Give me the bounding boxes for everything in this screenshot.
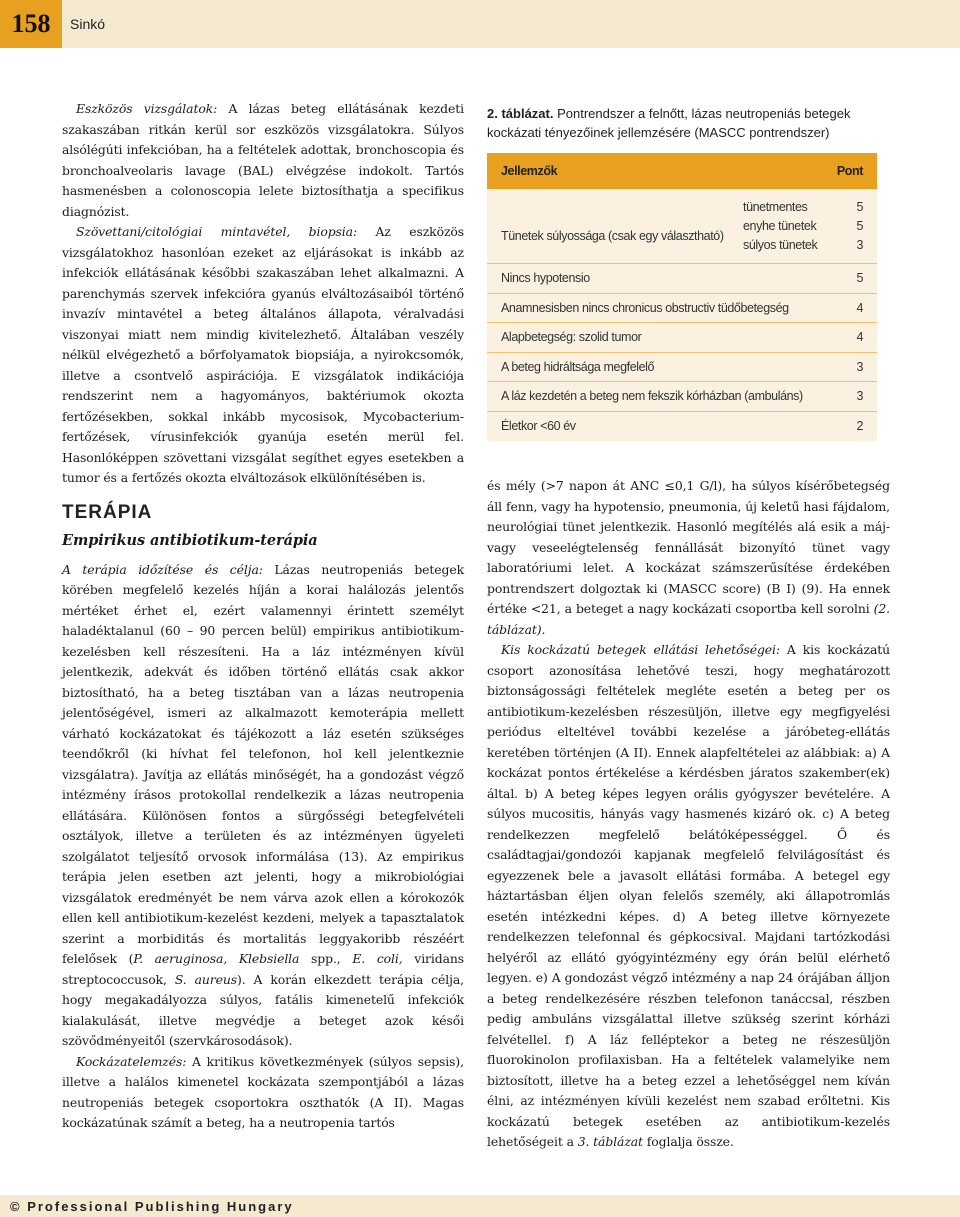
paragraph-text: spp., bbox=[299, 951, 353, 966]
row-points: 3 bbox=[856, 238, 863, 252]
table-row bbox=[487, 323, 877, 353]
symptom-level: súlyos tünetek bbox=[743, 238, 818, 252]
row-points: 5 bbox=[856, 200, 863, 214]
right-column bbox=[487, 476, 890, 1153]
table-caption bbox=[487, 104, 897, 142]
running-head-author: Sinkó bbox=[70, 16, 106, 32]
symptom-level: tünetmentes bbox=[743, 200, 808, 214]
paragraph-lead: Eszközös vizsgálatok: bbox=[76, 101, 218, 116]
symptom-levels bbox=[743, 200, 843, 252]
row-points: 3 bbox=[856, 359, 863, 374]
table-body bbox=[487, 189, 877, 441]
table-row bbox=[487, 264, 877, 294]
paragraph-low-risk bbox=[487, 640, 890, 1153]
paragraph-biopsy bbox=[62, 222, 464, 489]
row-points: 4 bbox=[856, 300, 863, 315]
page-number: 158 bbox=[0, 0, 62, 48]
table-row-symptoms bbox=[487, 189, 877, 264]
paragraph-lead: Szövettani/citológiai mintavétel, biopsia: bbox=[76, 224, 358, 239]
species-name: S. aureus bbox=[174, 971, 237, 987]
paragraph-therapy-timing bbox=[62, 560, 464, 1052]
paragraph-text: és mély (>7 napon át ANC ≤0,1 G/l), ha súlyos kísérőbetegség áll fenn, vagy ha hypotensio, pneumonia, új keletű hasi fájdalom, neurológiai tünet jelentkezik. Hasonló megítélés alá esik a máj- vagy veseelégtelenség fennállását bizonyító tünet vagy laboratóriumi lelet. A kockázat számszerűsítése érdekében pontrendszert dolgoztak ki (MASCC score) (B I) (9). Ha ennek értéke <21, a beteget a nagy kockázati csoportba kell sorolni bbox=[487, 478, 890, 616]
paragraph-high-risk bbox=[487, 476, 890, 640]
paragraph-risk-analysis bbox=[62, 1052, 464, 1134]
species-name: P. aeruginosa, Klebsiella bbox=[133, 951, 300, 966]
column-header-feature: Jellemzők bbox=[501, 164, 558, 178]
symptom-level: enyhe tünetek bbox=[743, 219, 817, 233]
left-column bbox=[62, 99, 464, 1134]
table-row bbox=[487, 382, 877, 412]
row-label: A beteg hidráltsága megfelelő bbox=[501, 359, 655, 374]
row-points: 3 bbox=[856, 389, 863, 404]
paragraph-text: foglalja össze. bbox=[642, 1134, 734, 1149]
table-caption-label: 2. táblázat. bbox=[487, 106, 554, 121]
mascc-table bbox=[487, 153, 877, 441]
section-title: TERÁPIA bbox=[62, 501, 153, 523]
row-label: A láz kezdetén a beteg nem fekszik kórházban (ambuláns) bbox=[501, 389, 803, 404]
row-points: 4 bbox=[856, 330, 863, 345]
row-points: 2 bbox=[856, 419, 863, 434]
paragraph-lead: Kis kockázatú betegek ellátási lehetőségei: bbox=[501, 642, 780, 657]
table-reference: 3. táblázat bbox=[577, 1134, 643, 1149]
footer-copyright: © Professional Publishing Hungary bbox=[0, 1195, 960, 1217]
table-caption-text: Pontrendszer a felnőtt, lázas neutropeniás betegek kockázati tényezőinek jellemzésére (MASCC pontrendszer) bbox=[487, 106, 851, 140]
header-bar bbox=[62, 0, 960, 48]
row-points: 5 bbox=[856, 271, 863, 286]
paragraph-text: A kritikus következmények (súlyos sepsis), illetve a halálos kimenetel kockázata szempontjából a lázas neutropeniás betegek csoportokra oszthatók (A II). Magas kockázatúnak számít a beteg, ha a neutropenia tartós bbox=[62, 1053, 464, 1130]
paragraph-lead: Kockázatelemzés: bbox=[76, 1053, 187, 1069]
row-label: Anamnesisben nincs chronicus obstructiv tüdőbetegség bbox=[501, 300, 789, 315]
row-points: 5 bbox=[856, 219, 863, 233]
paragraph-text: viridans streptococcusok, bbox=[62, 951, 465, 987]
row-label: Tünetek súlyossága (csak egy választható) bbox=[501, 229, 724, 243]
table-row bbox=[487, 412, 877, 442]
paragraph-text: A lázas beteg ellátásának kezdeti szakaszában ritkán kerül sor eszközös vizsgálatokra. Súlyos alsólégúti infekcióban, ha a feltételek adottak, bronchoscopia és bronchoalveolaris lavage (BAL) elvégzése indokolt. Tartós hasmenésben a colonoscopia lelete biztosíthatja a specifikus diagnózist. bbox=[62, 101, 464, 219]
paragraph-instrumental-exams bbox=[62, 99, 464, 222]
table-row bbox=[487, 294, 877, 324]
symptom-points bbox=[843, 200, 863, 252]
paragraph-text: Lázas neutropeniás betegek körében megfelelő kezelés híján a korai halálozás jelentős mértéket érhet el, ezért valamennyi érintett személyt haladéktalanul (60 – 90 percen belül) empirikus antibiotikum-kezelésben kell részesíteni. Ha a láz intézményen kívül jelentkezik, adekvát és időben történő ellátás csak akkor biztosítható, ha a beteg tisztában van a lázas neutropenia jelentőségével, ismeri az alkalmazott kemoterápia mellett várható kockázatokat és tájékozott a láz esetén szükséges teendőkről (ki hívhat fel telefonon, hol kell jelentkeznie vizsgálatra). Javítja az ellátás minőségét, ha a gondozást végző intézmény írásos protokollal rendelkezik a lázas neutropenia ellátására. Különösen fontos a sürgősségi betegfelvételi osztályok, illetve a területen és az intézményen ügyeleti szolgálatot teljesítő orvosok informálása (13). Az empirikus terápia jelen esetben azt jelenti, hogy a mikrobiológiai vizsgálatok eredményét be nem várva azok ellen a kórokozók ellen kell antibiotikum-kezelést kezdeni, melyek a tapasztalatok szerint a morbiditás és mortalitás leggyakoribb részéért felelősek ( bbox=[62, 561, 464, 966]
row-label: Nincs hypotensio bbox=[501, 271, 590, 286]
species-name: E. coli, bbox=[352, 951, 403, 966]
paragraph-lead: A terápia időzítése és célja: bbox=[62, 561, 263, 577]
row-label: Életkor <60 év bbox=[501, 419, 576, 434]
subsection-title: Empirikus antibiotikum-terápia bbox=[62, 532, 318, 549]
table-reference: (2. táblázat). bbox=[487, 601, 890, 637]
paragraph-text: ). A korán elkezdett terápia célja, hogy megakadályozza súlyos, fatális kimenetelű infekciók kialakulását, illetve megvédje a beteget azok késői szövődményeitől (szervkárosodások). bbox=[62, 971, 464, 1048]
paragraph-text: A kis kockázatú csoport azonosítása lehetővé teszi, hogy meghatározott biztonságossági feltételek megléte esetén a beteg per os antibiotikum-kezelésben részesüljön, illetve egy megfigyelési periódus elteltével további kezelése a járóbeteg-ellátás keretében történjen (A II). Ennek alapfeltételei az alábbiak: a) A kockázat pontos értékelése a kérdésben járatos szakember(ek) által. b) A beteg képes legyen orális gyógyszer bevételére. A súlyos mucositis, hányás vagy hasmenés kizáró ok. c) A beteg rendelkezzen megfelelő belátóképességgel. Ő és családtagjai/gondozói kapjanak megfelelő felvilágosítást és egyezzenek bele a javasolt ellátási formába. A betegel egy háztartásban éljen olyan felelős személy, aki állapotromlás esetén intézkedni képes. d) A beteg illetve környezete rendelkezzen telefonnal és gépkocsival. Majdani tartózkodási helyéről az ellátó gyógyintézmény egy órán belül elérhető legyen. e) A gondozást végző intézmény a nap 24 órájában álljon a beteg rendelkezésére részben telefonon tanáccsal, részben pedig ambuláns vizsgálattal illetve szükség szerint kórházi felvétellel. f) A láz felléptekor a beteg ne részesüljön fluorokinolon profilaxisban. Ha a feltételek valamelyike nem biztosított, illetve ha a beteg ezzel a lehetőséggel nem kíván élni, az intézményen kívüli kezelést nem szabad erőltetni. Kis kockázatú betegek esetében az antibiotikum-kezelés lehetőségeit a bbox=[487, 642, 890, 1149]
paragraph-text: Az eszközös vizsgálatokhoz hasonlóan ezeket az eljárásokat is inkább az infekciók ellátásának későbbi szakaszában lehet alkalmazni. A parenchymás szervek infekcióra gyanús elváltozásaiból történő invazív mintavétel a beteg általános állapota, véralvadási viszonyai miatt nem mindig kivitelezhető. Általában veszély nélkül elvégezhető a bőrfolyamatok biopsiája, a nyirokcsomók, illetve a csontvelő aspirációja. E vizsgálatok indikációja rendszerint nem a hagyományos, baktériumok okozta fertőzésekben, sokkal inkább mycosisok, Mycobacterium-fertőzések, vírusinfekciók gyanúja esetén merül fel. Hasonlóképpen szövettani vizsgálat segíthet egyes esetekben a tumor és a fertőzés okozta elváltozások elkülönítésében is. bbox=[62, 224, 464, 485]
column-header-points: Pont bbox=[836, 164, 863, 178]
table-row bbox=[487, 353, 877, 383]
table-header bbox=[487, 153, 877, 189]
row-label: Alapbetegség: szolid tumor bbox=[501, 330, 642, 345]
